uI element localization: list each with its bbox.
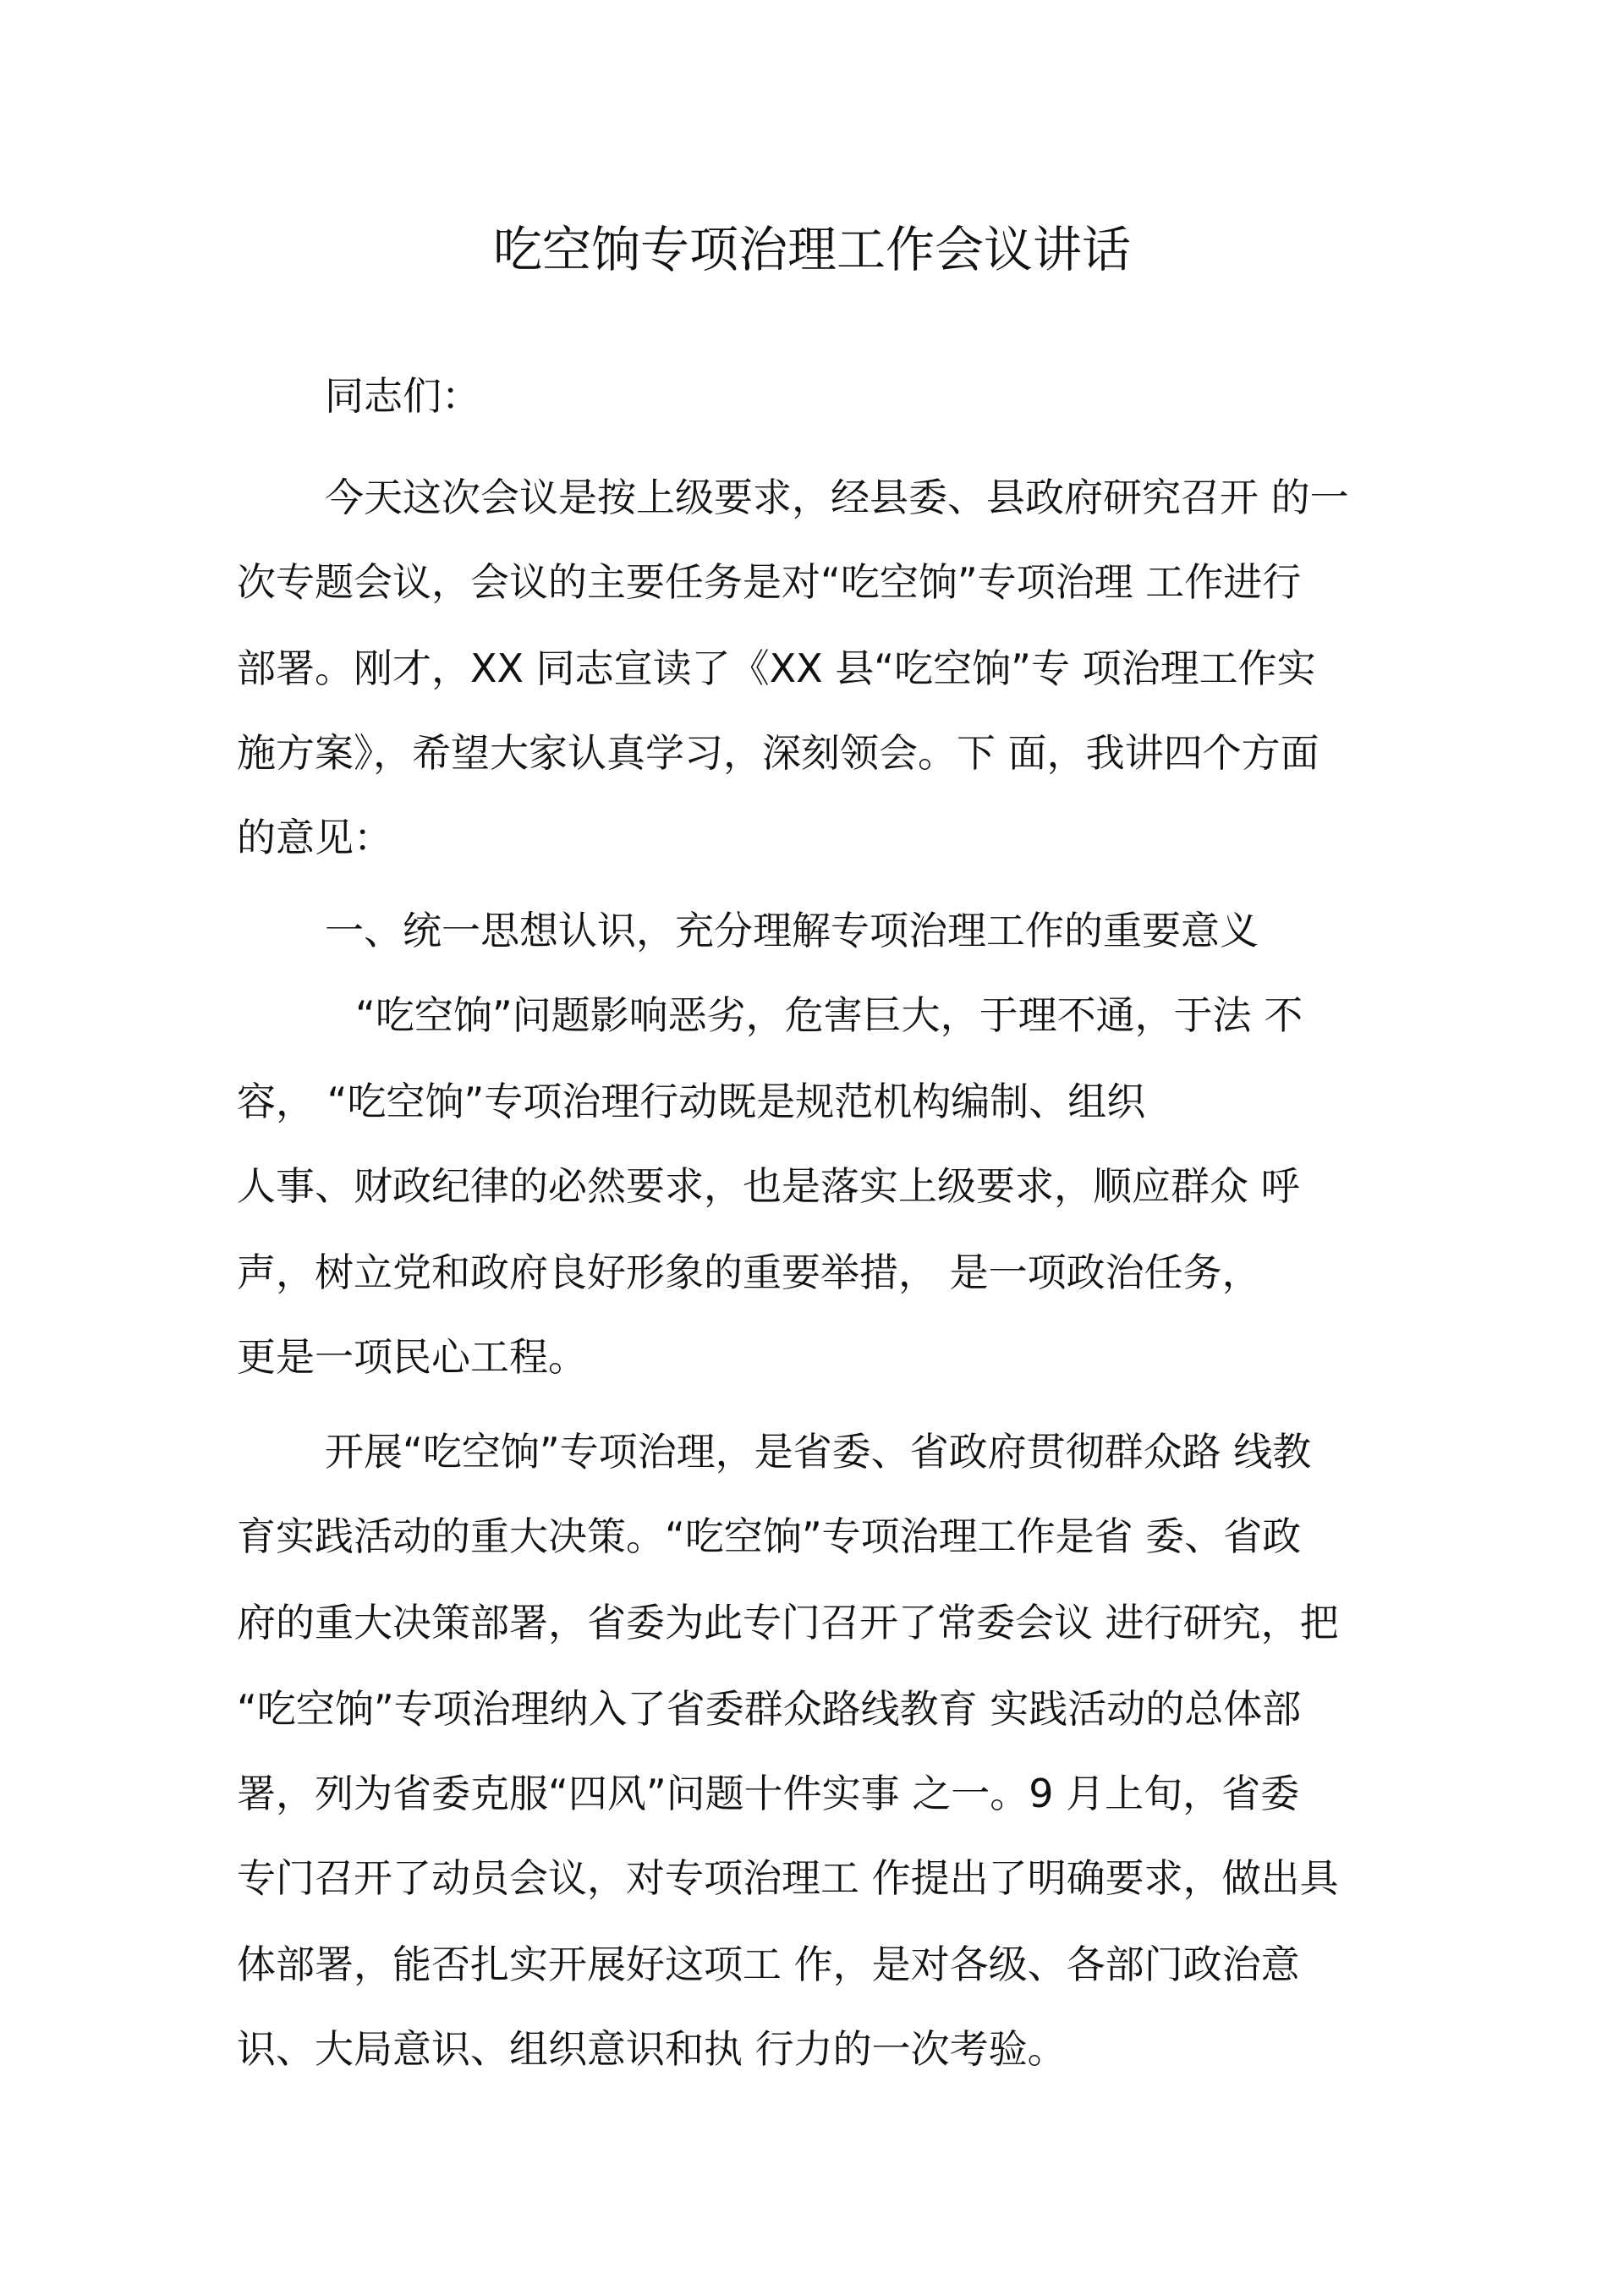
paragraph-3-line-6: 专门召开了动员会议，对专项治理工 作提出了明确要求，做出具 [237,1855,1339,1901]
paragraph-1-line-2: 次专题会议，会议的主要任务是对“吃空饷”专项治理 工作进行 [237,559,1302,605]
paragraph-3-line-2: 育实践活动的重大决策。“吃空饷”专项治理工作是省 委、省政 [237,1513,1302,1559]
paragraph-1-line-1: 今天这次会议是按上级要求，经县委、县政府研究召开 的一 [325,475,1349,520]
salutation-line: 同志们： [325,373,480,419]
paragraph-2-line-4: 声，树立党和政府良好形象的重要举措， 是一项政治任务， [237,1250,1261,1295]
paragraph-3-line-8: 识、大局意识、组织意识和执 行力的一次考验。 [237,2026,1067,2072]
paragraph-3-line-5: 署，列为省委克服“四风”问题十件实事 之一。9 月上旬，省委 [237,1771,1300,1816]
paragraph-1-line-3: 部署。刚才，XX 同志宣读了《XX 县“吃空饷”专 项治理工作实 [237,645,1316,691]
paragraph-3-line-3: 府的重大决策部署，省委为此专门召开了常委会议 进行研究，把 [237,1600,1339,1645]
paragraph-3-line-4: “吃空饷”专项治理纳入了省委群众路线教育 实践活动的总体部 [237,1686,1302,1732]
paragraph-3-line-1: 开展“吃空饷”专项治理，是省委、省政府贯彻群众路 线教 [325,1429,1312,1475]
paragraph-2-line-5: 更是一项民心工程。 [237,1334,587,1380]
document-title: 吃空饷专项治理工作会议讲话 [492,221,1131,278]
paragraph-1-line-4: 施方案》，希望大家认真学习，深刻领会。下 面，我讲四个方面 [237,730,1320,776]
section-heading-1: 一、统一思想认识，充分理解专项治理工作的重要意义 [325,908,1259,953]
paragraph-3-line-7: 体部署，能否扎实开展好这项工 作，是对各级、各部门政治意 [237,1942,1300,1987]
paragraph-2-line-1: “吃空饷”问题影响恶劣，危害巨大，于理不通，于法 不 [355,992,1303,1038]
paragraph-1-line-5: 的意见： [237,815,392,860]
paragraph-2-line-2: 容， “吃空饷”专项治理行动既是规范机构编制、组织 [237,1079,1146,1124]
paragraph-2-line-3: 人事、财政纪律的必然要求，也是落实上级要求，顺应群众 呼 [237,1163,1300,1209]
